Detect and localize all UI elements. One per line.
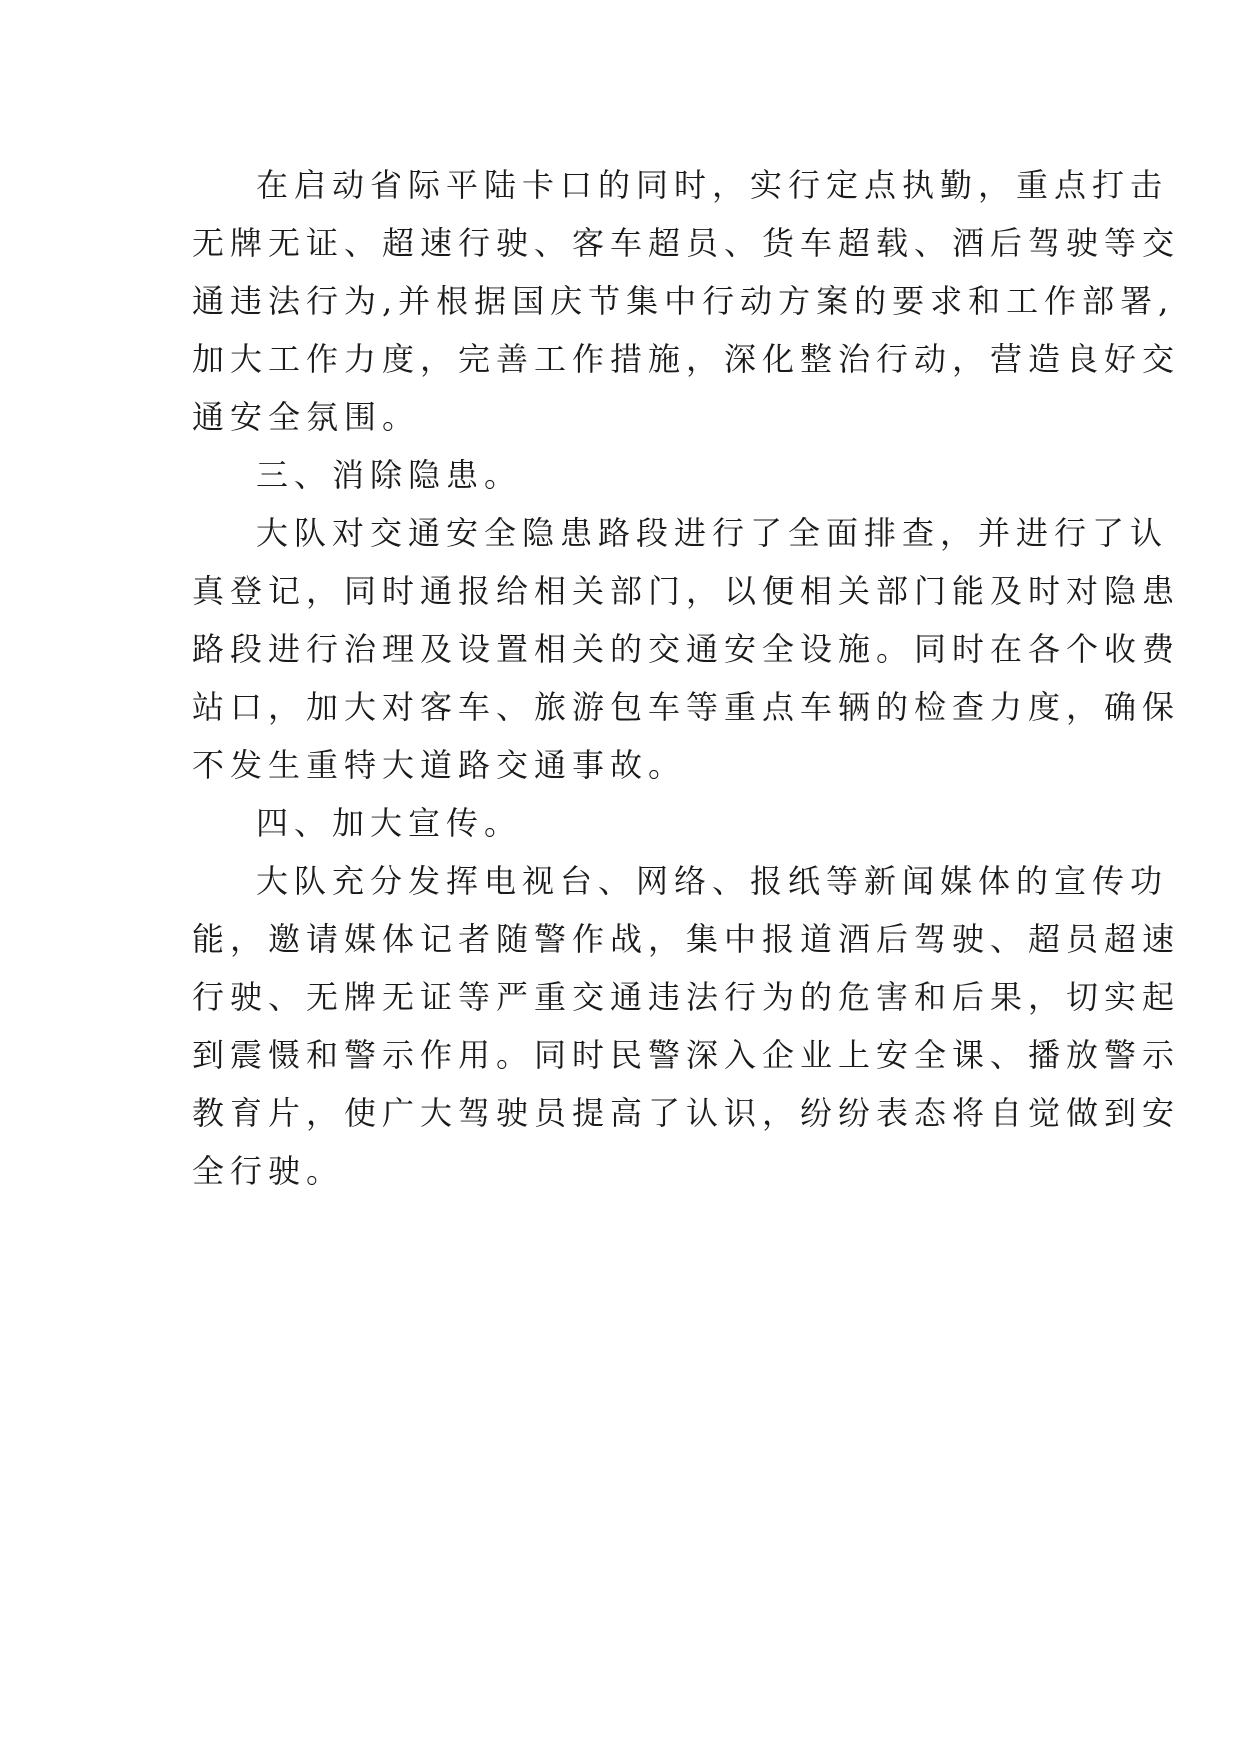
paragraph-line: 通安全氛围。 bbox=[192, 398, 421, 436]
section-heading-eliminate-hazards: 三、消除隐患。 bbox=[256, 456, 523, 494]
paragraph-line: 真登记，同时通报给相关部门，以便相关部门能及时对隐患 bbox=[192, 572, 1181, 610]
paragraph-line: 不发生重特大道路交通事故。 bbox=[192, 746, 687, 784]
paragraph-line: 通违法行为,并根据国庆节集中行动方案的要求和工作部署, bbox=[192, 282, 1175, 320]
paragraph-line: 大队充分发挥电视台、网络、报纸等新闻媒体的宣传功 bbox=[256, 862, 1169, 900]
paragraph-line: 路段进行治理及设置相关的交通安全设施。同时在各个收费 bbox=[192, 630, 1181, 668]
paragraph-line: 在启动省际平陆卡口的同时，实行定点执勤，重点打击 bbox=[256, 166, 1169, 204]
paragraph-line: 能，邀请媒体记者随警作战，集中报道酒后驾驶、超员超速 bbox=[192, 920, 1181, 958]
paragraph-media-publicity bbox=[192, 852, 1181, 1200]
paragraph-line: 大队对交通安全隐患路段进行了全面排查，并进行了认 bbox=[256, 514, 1169, 552]
paragraph-hazard-inspection bbox=[192, 504, 1181, 794]
document-body bbox=[192, 156, 1181, 1200]
paragraph-line: 无牌无证、超速行驶、客车超员、货车超载、酒后驾驶等交 bbox=[192, 224, 1181, 262]
paragraph-line: 站口，加大对客车、旅游包车等重点车辆的检查力度，确保 bbox=[192, 688, 1181, 726]
paragraph-line: 教育片，使广大驾驶员提高了认识，纷纷表态将自觉做到安 bbox=[192, 1094, 1181, 1132]
paragraph-checkpoint-enforcement bbox=[192, 156, 1181, 446]
section-heading-publicity: 四、加大宣传。 bbox=[256, 804, 523, 842]
paragraph-line: 加大工作力度，完善工作措施，深化整治行动，营造良好交 bbox=[192, 340, 1181, 378]
paragraph-line: 全行驶。 bbox=[192, 1152, 345, 1190]
paragraph-line: 行驶、无牌无证等严重交通违法行为的危害和后果，切实起 bbox=[192, 978, 1181, 1016]
paragraph-line: 到震慑和警示作用。同时民警深入企业上安全课、播放警示 bbox=[192, 1036, 1181, 1074]
